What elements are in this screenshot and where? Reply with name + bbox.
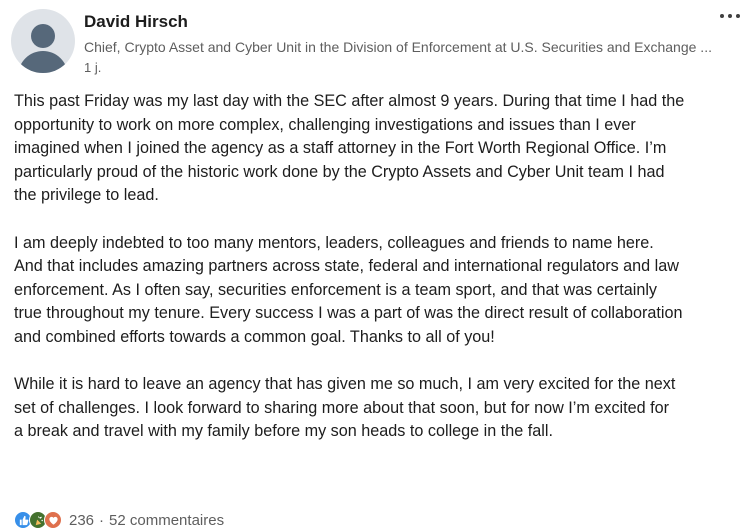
- paragraph-gap: [14, 208, 742, 232]
- post-line: enforcement. As I often say, securities enforcement is a team sport, and that was certainly: [14, 280, 658, 299]
- post-header: [0, 0, 749, 86]
- post-line: set of challenges. I look forward to sharing more about that soon, but for now I’m excited for: [14, 398, 670, 417]
- post-line: And that includes amazing partners across state, federal and international regulators and law: [14, 257, 679, 276]
- post-line: the privilege to lead.: [14, 186, 159, 205]
- comments-count-link[interactable]: 52 commentaires: [109, 511, 225, 529]
- post-line: I am deeply indebted to too many mentors, leaders, colleagues and friends to name here.: [14, 233, 654, 252]
- reaction-count[interactable]: 236: [69, 511, 95, 529]
- avatar-shoulders-shape: [18, 51, 68, 73]
- post-line: This past Friday was my last day with the SEC after almost 9 years. During that time I had the: [14, 92, 685, 110]
- post-body: [14, 90, 742, 444]
- post-line: opportunity to work on more complex, challenging investigations and issues than I ever: [14, 115, 636, 134]
- post-line: While it is hard to leave an agency that has given me so much, I am very excited for the next: [14, 375, 676, 394]
- author-name[interactable]: David Hirsch: [84, 12, 188, 31]
- separator-dot: ·: [99, 511, 105, 529]
- more-options-button[interactable]: [718, 6, 744, 26]
- post-line: imagined when I joined the agency as a staff attorney in the Fort Worth Regional Office. I’m: [14, 139, 667, 158]
- more-dot-icon: [728, 14, 732, 18]
- more-dot-icon: [720, 14, 724, 18]
- post-line: true throughout my tenure. Every success I was a part of was the direct result of collaboration: [14, 304, 683, 323]
- avatar[interactable]: [11, 9, 75, 73]
- love-icon: [44, 511, 62, 529]
- avatar-head-shape: [31, 24, 55, 48]
- author-headline: Chief, Crypto Asset and Cyber Unit in the Division of Enforcement at U.S. Securities and Exchange ...: [84, 39, 712, 55]
- post-line: and combined efforts towards a common goal. Thanks to all of you!: [14, 327, 495, 346]
- paragraph-gap: [14, 350, 742, 374]
- post-line: a break and travel with my family before my son heads to college in the fall.: [14, 422, 553, 441]
- post-timestamp: 1 j.: [84, 60, 102, 75]
- reaction-icons[interactable]: [14, 511, 59, 529]
- social-counts-bar: [14, 510, 224, 530]
- post-line: particularly proud of the historic work done by the Crypto Assets and Cyber Unit team I had: [14, 162, 665, 181]
- more-dot-icon: [736, 14, 740, 18]
